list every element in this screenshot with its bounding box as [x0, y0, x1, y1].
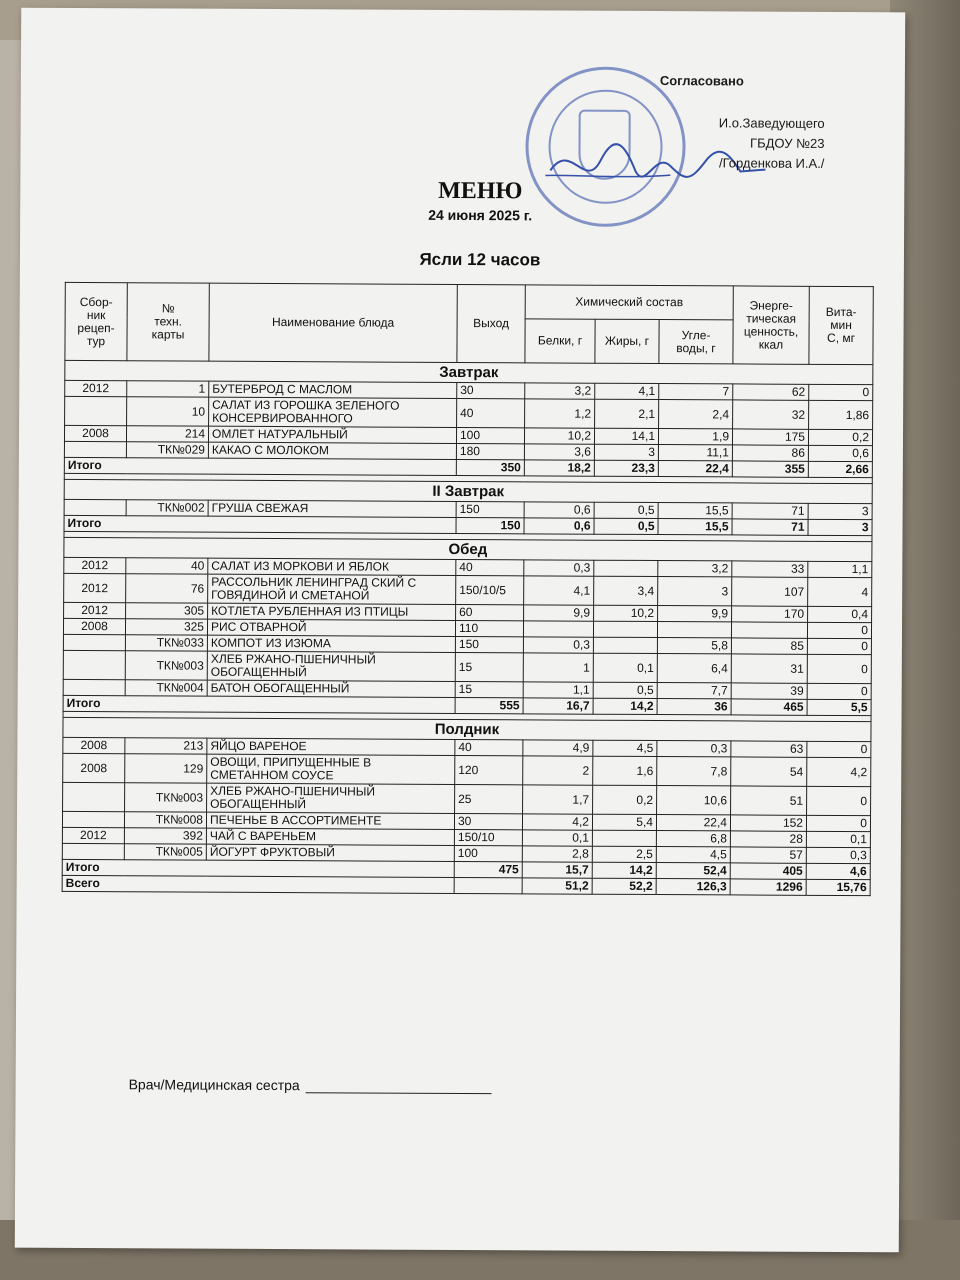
vitamin-cell: 0 [807, 741, 871, 757]
energy-cell: 71 [732, 503, 808, 519]
approval-line-3: /Горденкова И.А./ [718, 155, 825, 171]
protein-cell: 2,8 [522, 846, 592, 862]
dish-cell: ПЕЧЕНЬЕ В АССОРТИМЕНТЕ [206, 812, 454, 829]
collection-cell [64, 499, 126, 515]
carbs-cell [657, 622, 731, 638]
output-cell: 180 [456, 443, 524, 459]
carbs-cell: 22,4 [656, 815, 730, 831]
protein-cell: 1,2 [525, 399, 595, 428]
total-label: Итого [64, 457, 456, 475]
energy-cell: 170 [732, 606, 808, 622]
vitamin-cell: 3 [808, 503, 872, 519]
output-cell: 100 [456, 427, 524, 443]
fat-cell: 1,6 [593, 756, 657, 785]
total-fat: 23,3 [594, 460, 658, 476]
dish-cell: РИС ОТВАРНОЙ [207, 619, 455, 636]
energy-cell: 86 [732, 445, 808, 461]
card-cell: ТК№005 [124, 844, 206, 860]
output-cell: 15 [455, 681, 523, 697]
energy-cell: 51 [731, 786, 807, 815]
dish-cell: ЯЙЦО ВАРЕНОЕ [207, 738, 455, 755]
vitamin-cell: 0 [807, 654, 871, 683]
fat-cell: 10,2 [594, 605, 658, 621]
output-cell: 30 [454, 813, 522, 829]
fat-cell: 2,5 [592, 846, 656, 862]
fat-cell [593, 637, 657, 653]
fat-cell: 4,5 [593, 740, 657, 756]
dish-cell: БАТОН ОБОГАЩЕННЫЙ [207, 680, 455, 697]
total-energy: 405 [730, 863, 806, 879]
output-cell: 150 [456, 501, 524, 517]
carbs-cell: 15,5 [658, 503, 732, 519]
carbs-cell: 7,7 [657, 683, 731, 699]
dish-cell: ГРУША СВЕЖАЯ [208, 500, 456, 517]
header-dish: Наименование блюда [209, 283, 457, 362]
title-block [380, 178, 580, 224]
total-carbs: 22,4 [658, 461, 732, 477]
card-cell: 1 [127, 381, 209, 397]
dish-cell: БУТЕРБРОД С МАСЛОМ [209, 381, 457, 398]
carbs-cell: 6,8 [656, 831, 730, 847]
protein-cell: 10,2 [524, 428, 594, 444]
protein-cell: 3,2 [525, 383, 595, 399]
menu-table [62, 282, 874, 896]
header-card: № техн. карты [127, 283, 209, 361]
approval-heading: Согласовано [659, 73, 744, 89]
total-energy: 355 [732, 461, 808, 477]
vitamin-cell: 0,1 [806, 831, 870, 847]
total-energy: 71 [732, 519, 808, 535]
dish-cell: ОМЛЕТ НАТУРАЛЬНЫЙ [208, 426, 456, 443]
grand-total-vitamin: 15,76 [806, 879, 870, 895]
grand-total-output [454, 877, 522, 893]
protein-cell: 1,1 [523, 682, 593, 698]
protein-cell: 0,6 [524, 502, 594, 518]
collection-cell: 2008 [63, 618, 125, 634]
dish-cell: РАССОЛЬНИК ЛЕНИНГРАД СКИЙ С ГОВЯДИНОЙ И СМЕТАНОЙ [208, 574, 456, 604]
energy-cell: 28 [730, 831, 806, 847]
fat-cell: 2,1 [595, 399, 659, 428]
header-energy: Энерге- тическая ценность, ккал [733, 286, 809, 364]
output-cell: 30 [457, 382, 525, 398]
output-cell: 40 [455, 739, 523, 755]
dish-cell: КАКАО С МОЛОКОМ [208, 442, 456, 459]
energy-cell: 152 [730, 815, 806, 831]
grand-total-protein: 51,2 [522, 878, 592, 894]
doctor-signature-line [129, 1076, 492, 1094]
fat-cell: 5,4 [592, 814, 656, 830]
collection-cell [63, 650, 125, 679]
carbs-cell: 11,1 [658, 445, 732, 461]
output-cell: 120 [455, 755, 523, 784]
card-cell: ТК№029 [126, 442, 208, 458]
carbs-cell: 1,9 [658, 429, 732, 445]
dish-cell: ХЛЕБ РЖАНО-ПШЕНИЧНЫЙ ОБОГАЩЕННЫЙ [207, 651, 455, 681]
grand-total-row [62, 875, 870, 895]
carbs-cell: 0,3 [657, 741, 731, 757]
energy-cell: 31 [731, 654, 807, 683]
section-title: Полдник [63, 717, 871, 741]
collection-cell [65, 396, 127, 425]
header-vitamin: Вита- мин С, мг [809, 286, 873, 364]
fat-cell: 3 [594, 444, 658, 460]
fat-cell: 0,2 [593, 785, 657, 814]
card-cell: 325 [125, 619, 207, 635]
protein-cell: 9,9 [524, 605, 594, 621]
table-row [64, 573, 872, 606]
total-carbs: 52,4 [656, 863, 730, 879]
protein-cell: 0,3 [523, 637, 593, 653]
output-cell: 25 [455, 784, 523, 813]
collection-cell: 2012 [64, 573, 126, 602]
vitamin-cell: 0 [809, 384, 873, 400]
carbs-cell: 2,4 [659, 400, 733, 429]
total-vitamin: 4,6 [806, 863, 870, 879]
collection-cell: 2012 [64, 602, 126, 618]
table-row [63, 650, 871, 683]
dish-cell: ОВОЩИ, ПРИПУЩЕННЫЕ В СМЕТАННОМ СОУСЕ [207, 754, 455, 784]
card-cell: 129 [125, 754, 207, 783]
output-cell: 150/10 [454, 829, 522, 845]
section-title: II Завтрак [64, 479, 872, 503]
header-fat: Жиры, г [595, 319, 659, 363]
collection-cell: 2008 [64, 425, 126, 441]
collection-cell [62, 843, 124, 859]
output-cell: 150 [455, 636, 523, 652]
fat-cell [593, 621, 657, 637]
collection-cell: 2012 [64, 557, 126, 573]
protein-cell: 4,2 [522, 814, 592, 830]
menu-document [15, 8, 905, 1253]
total-energy: 465 [731, 699, 807, 715]
card-cell: ТК№003 [125, 783, 207, 812]
total-carbs: 15,5 [658, 519, 732, 535]
table-row [63, 753, 871, 786]
doctor-label: Врач/Медицинская сестра [128, 1076, 300, 1094]
total-vitamin: 5,5 [807, 699, 871, 715]
protein-cell [523, 621, 593, 637]
energy-cell: 54 [731, 757, 807, 786]
output-cell: 110 [455, 620, 523, 636]
dish-cell: КОТЛЕТА РУБЛЕННАЯ ИЗ ПТИЦЫ [208, 603, 456, 620]
dish-cell: КОМПОТ ИЗ ИЗЮМА [207, 635, 455, 652]
energy-cell: 57 [730, 847, 806, 863]
collection-cell: 2008 [63, 737, 125, 753]
approval-line-2: ГБДОУ №23 [750, 135, 825, 151]
total-fat: 14,2 [592, 862, 656, 878]
total-vitamin: 3 [808, 519, 872, 535]
energy-cell: 175 [732, 429, 808, 445]
collection-cell: 2012 [62, 827, 124, 843]
fat-cell: 0,5 [593, 682, 657, 698]
table-row [65, 396, 873, 429]
card-cell: 305 [126, 603, 208, 619]
fat-cell: 4,1 [595, 383, 659, 399]
card-cell: 214 [126, 426, 208, 442]
energy-cell: 39 [731, 683, 807, 699]
carbs-cell: 7 [659, 384, 733, 400]
total-label: Итого [63, 695, 455, 713]
protein-cell: 1,7 [523, 785, 593, 814]
carbs-cell: 10,6 [657, 786, 731, 815]
signature-blank [306, 1080, 492, 1094]
energy-cell: 107 [732, 577, 808, 606]
vitamin-cell: 0 [806, 815, 870, 831]
carbs-cell: 3,2 [658, 561, 732, 577]
protein-cell: 0,1 [522, 830, 592, 846]
output-cell: 40 [456, 559, 524, 575]
header-collection: Сбор- ник рецеп- тур [65, 282, 127, 360]
collection-cell: 2012 [65, 380, 127, 396]
output-cell: 100 [454, 845, 522, 861]
header-protein: Белки, г [525, 319, 595, 363]
vitamin-cell: 0,4 [808, 606, 872, 622]
card-cell: ТК№003 [125, 651, 207, 680]
energy-cell: 63 [731, 741, 807, 757]
vitamin-cell: 0 [807, 622, 871, 638]
carbs-cell: 9,9 [658, 606, 732, 622]
group-title: Ясли 12 часов [419, 249, 541, 270]
fat-cell: 14,1 [594, 428, 658, 444]
grand-total-energy: 1296 [730, 879, 806, 895]
total-label: Итого [62, 859, 454, 877]
vitamin-cell: 0,6 [808, 445, 872, 461]
header-chemical: Химический состав [525, 285, 733, 320]
energy-cell [731, 622, 807, 638]
output-cell: 150/10/5 [456, 575, 524, 604]
energy-cell: 62 [733, 384, 809, 400]
vitamin-cell: 0 [807, 786, 871, 815]
dish-cell: САЛАТ ИЗ МОРКОВИ И ЯБЛОК [208, 558, 456, 575]
dish-cell: ЙОГУРТ ФРУКТОВЫЙ [206, 844, 454, 861]
card-cell: 392 [124, 828, 206, 844]
collection-cell [64, 441, 126, 457]
total-protein: 16,7 [523, 698, 593, 714]
vitamin-cell: 0 [807, 683, 871, 699]
dish-cell: САЛАТ ИЗ ГОРОШКА ЗЕЛЕНОГО КОНСЕРВИРОВАННОГО [209, 397, 457, 427]
total-output: 555 [455, 697, 523, 713]
fat-cell [594, 560, 658, 576]
total-vitamin: 2,66 [808, 461, 872, 477]
carbs-cell: 7,8 [657, 757, 731, 786]
card-cell: 10 [127, 397, 209, 426]
total-protein: 15,7 [522, 862, 592, 878]
total-output: 350 [456, 459, 524, 475]
grand-total-carbs: 126,3 [656, 879, 730, 895]
approval-block [604, 71, 825, 174]
fat-cell: 0,5 [594, 502, 658, 518]
protein-cell: 1 [523, 653, 593, 682]
protein-cell: 4,1 [524, 576, 594, 605]
document-date: 24 июня 2025 г. [428, 206, 533, 224]
card-cell: ТК№002 [126, 500, 208, 516]
grand-total-label: Всего [62, 875, 454, 893]
menu-body [62, 360, 873, 895]
fat-cell: 0,1 [593, 653, 657, 682]
approval-line-1: И.о.Заведующего [718, 115, 825, 131]
section-title: Обед [64, 537, 872, 561]
vitamin-cell: 4 [808, 577, 872, 606]
table-row [63, 782, 871, 815]
dish-cell: ХЛЕБ РЖАНО-ПШЕНИЧНЫЙ ОБОГАЩЕННЫЙ [207, 783, 455, 813]
header-carbs: Угле- воды, г [659, 320, 733, 364]
vitamin-cell: 0,2 [808, 429, 872, 445]
card-cell: 76 [126, 574, 208, 603]
dish-cell: ЧАЙ С ВАРЕНЬЕМ [206, 828, 454, 845]
total-label: Итого [64, 515, 456, 533]
carbs-cell: 3 [658, 577, 732, 606]
collection-cell [63, 634, 125, 650]
collection-cell [63, 679, 125, 695]
fat-cell [592, 830, 656, 846]
total-protein: 0,6 [524, 518, 594, 534]
grand-total-fat: 52,2 [592, 878, 656, 894]
total-fat: 0,5 [594, 518, 658, 534]
fat-cell: 3,4 [594, 576, 658, 605]
energy-cell: 32 [733, 400, 809, 429]
collection-cell [63, 782, 125, 811]
card-cell: ТК№033 [125, 635, 207, 651]
vitamin-cell: 1,1 [808, 561, 872, 577]
section-title: Завтрак [65, 360, 873, 384]
output-cell: 60 [456, 604, 524, 620]
output-cell: 15 [455, 652, 523, 681]
protein-cell: 3,6 [524, 444, 594, 460]
protein-cell: 0,3 [524, 560, 594, 576]
vitamin-cell: 4,2 [807, 757, 871, 786]
output-cell: 40 [457, 398, 525, 427]
collection-cell [62, 811, 124, 827]
vitamin-cell: 0,3 [806, 847, 870, 863]
protein-cell: 2 [523, 756, 593, 785]
total-carbs: 36 [657, 699, 731, 715]
vitamin-cell: 1,86 [809, 400, 873, 429]
collection-cell: 2008 [63, 753, 125, 782]
carbs-cell: 6,4 [657, 654, 731, 683]
total-protein: 18,2 [524, 460, 594, 476]
card-cell: ТК№008 [124, 812, 206, 828]
total-fat: 14,2 [593, 698, 657, 714]
header-output: Выход [457, 284, 525, 362]
card-cell: 213 [125, 738, 207, 754]
total-output: 150 [456, 517, 524, 533]
vitamin-cell: 0 [807, 638, 871, 654]
document-title: МЕНЮ [438, 177, 523, 205]
carbs-cell: 4,5 [656, 847, 730, 863]
total-output: 475 [454, 861, 522, 877]
card-cell: ТК№004 [125, 680, 207, 696]
energy-cell: 33 [732, 561, 808, 577]
card-cell: 40 [126, 558, 208, 574]
carbs-cell: 5,8 [657, 638, 731, 654]
energy-cell: 85 [731, 638, 807, 654]
protein-cell: 4,9 [523, 740, 593, 756]
